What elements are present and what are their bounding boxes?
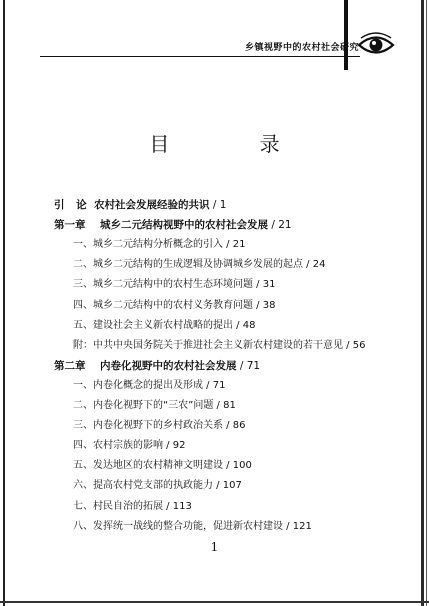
scan-edge-right-inner: [426, 0, 427, 606]
toc-entry-page: 121: [292, 520, 312, 532]
toc-entry-section: [73, 238, 245, 252]
toc-entry-page: 38: [262, 299, 276, 311]
toc-entry-label: 八、: [73, 520, 93, 532]
toc-entry-page: 21: [278, 219, 292, 232]
toc-entry-separator: /: [163, 440, 173, 452]
toc-entry-intro: [54, 198, 226, 212]
toc-entry-section: [73, 500, 192, 514]
toc-entry-page: 21: [232, 239, 246, 251]
toc-entry-separator: /: [203, 379, 213, 391]
toc-entry-title: 农村宗族的影响: [93, 440, 163, 452]
toc-entry-title: 发达地区的农村精神文明建设: [93, 460, 223, 472]
toc-entry-separator: /: [213, 480, 223, 492]
toc-entry-separator: /: [233, 319, 243, 331]
toc-entry-chapter: [54, 359, 260, 373]
toc-entry-title: 中共中央国务院关于推进社会主义新农村建设的若干意见: [93, 339, 343, 351]
running-header: [0, 30, 429, 70]
page-number: 1: [210, 540, 219, 554]
toc-entry-separator: /: [268, 219, 279, 232]
toc-entry-title: 城乡二元结构分析概念的引入: [93, 239, 223, 251]
toc-entry-separator: /: [223, 420, 233, 432]
toc-entry-label: 一、: [73, 379, 93, 391]
toc-entry-section: [73, 339, 365, 353]
toc-entry-page: 81: [223, 400, 236, 411]
toc-entry-section: [73, 278, 275, 292]
toc-entry-label: 六、: [73, 480, 93, 492]
toc-entry-label: 引 论: [54, 199, 91, 211]
toc-entry-separator: /: [209, 199, 220, 211]
toc-entry-label: 五、: [73, 319, 93, 331]
toc-entry-label: 第一章: [54, 219, 86, 232]
toc-entry-label: 二、: [73, 259, 93, 271]
toc-entry-page: 71: [212, 379, 226, 391]
toc-entry-title: 村民自治的拓展: [93, 500, 163, 512]
header-rule: [40, 56, 360, 57]
toc-entry-separator: /: [236, 359, 247, 372]
toc-entry-section: [73, 379, 225, 393]
toc-entry-label: 附：: [73, 339, 93, 351]
toc-entry-title: 发挥统一战线的整合功能，促进新农村建设: [93, 520, 283, 532]
toc-entry-title: 城乡二元结构中的农村生态环境问题: [93, 279, 253, 291]
toc-entry-section: [73, 520, 312, 534]
toc-entry-label: 三、: [73, 420, 93, 432]
toc-entry-page: 92: [172, 440, 186, 452]
toc-entry-chapter: [54, 218, 292, 232]
toc-entry-page: 48: [242, 319, 256, 331]
toc-entry-title: 城乡二元结构视野中的农村社会发展: [100, 219, 268, 232]
toc-entry-title: 提高农村党支部的执政能力: [93, 480, 213, 492]
toc-entry-section: [73, 459, 252, 473]
toc-entry-separator: /: [253, 299, 263, 311]
toc-entry-page: 24: [312, 259, 326, 271]
toc-entry-separator: /: [213, 400, 224, 411]
toc-entry-page: 107: [222, 480, 242, 492]
toc-entry-separator: /: [253, 279, 263, 291]
toc-entry-section: [73, 258, 325, 272]
toc-entry-label: 一、: [73, 239, 93, 251]
toc-entry-separator: /: [283, 520, 293, 532]
scan-edge-left: [3, 0, 5, 606]
toc-entry-label: 三、: [73, 279, 93, 291]
toc-entry-title: 建设社会主义新农村战略的提出: [93, 319, 233, 331]
toc-entry-page: 56: [352, 339, 366, 351]
toc-entry-label: 四、: [73, 299, 93, 311]
toc-entry-separator: /: [223, 239, 233, 251]
scan-edge-bottom: [0, 601, 429, 603]
toc-entry-section: [73, 439, 185, 453]
toc-entry-section: [73, 479, 242, 493]
toc-entry-section: [73, 319, 255, 333]
toc-entry-label: 第二章: [54, 359, 86, 372]
toc-entry-separator: /: [303, 259, 313, 271]
toc-entry-separator: /: [163, 500, 173, 512]
toc-entry-label: 四、: [73, 440, 93, 452]
header-title: 乡镇视野中的农村社会研究: [244, 43, 359, 53]
toc-entry-label: 五、: [73, 460, 93, 472]
toc-entry-section: [73, 399, 236, 413]
toc-entry-separator: /: [223, 460, 233, 472]
toc-entry-section: [73, 419, 245, 433]
toc-title: 目 录: [149, 132, 322, 156]
toc-entry-page: 31: [262, 279, 276, 291]
toc-entry-title: 内卷化概念的提出及形成: [93, 379, 203, 391]
header-bar: [344, 0, 348, 70]
toc-entry-page: 100: [232, 460, 252, 472]
toc-entry-title: 城乡二元结构的生成逻辑及协调城乡发展的起点: [93, 259, 303, 271]
toc-entry-page: 71: [246, 359, 261, 372]
eye-icon: [356, 32, 396, 58]
toc-entry-page: 86: [232, 420, 246, 432]
toc-entry-label: 七、: [73, 500, 93, 512]
toc-entry-separator: /: [343, 339, 353, 351]
toc-entry-label: 二、: [73, 400, 93, 411]
toc-entry-title: 内卷化视野下的“三农”问题: [93, 400, 214, 411]
toc-entry-title: 城乡二元结构中的农村义务教育问题: [93, 299, 253, 311]
scan-edge-right: [421, 0, 424, 606]
toc-entry-title: 内卷化视野下的乡村政治关系: [93, 420, 223, 432]
toc-entry-section: [73, 299, 275, 313]
toc-entry-title: 内卷化视野中的农村社会发展: [100, 359, 237, 372]
toc-entry-page: 113: [172, 500, 192, 512]
toc-entry-page: 1: [219, 199, 227, 211]
toc-entry-title: 农村社会发展经验的共识: [94, 199, 210, 211]
